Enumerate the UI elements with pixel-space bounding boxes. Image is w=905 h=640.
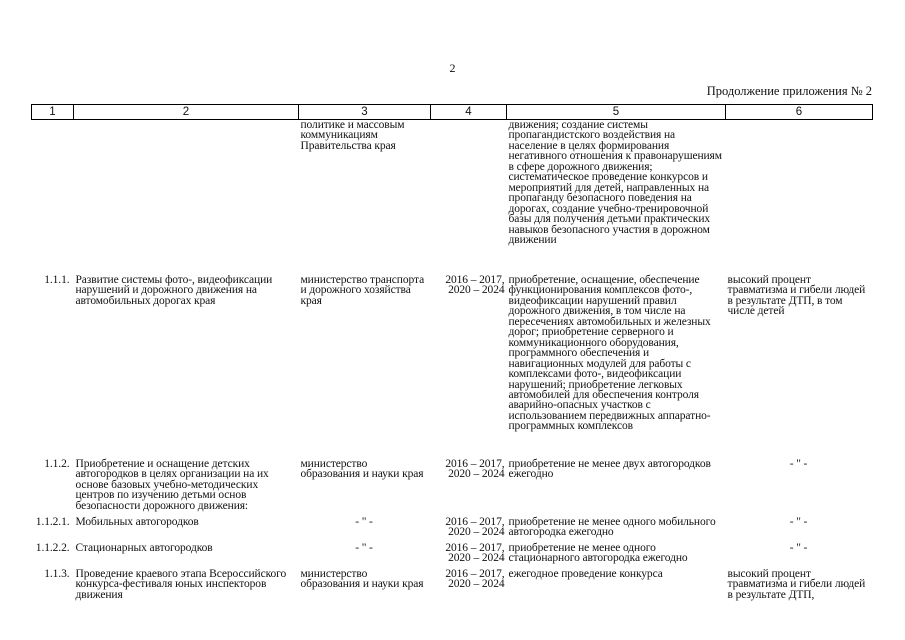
item-years: 2016 – 2017, 2020 – 2024 (445, 516, 505, 539)
column-number-5: 5 (507, 105, 726, 120)
column-number-row (32, 105, 873, 120)
item-executor: министерство транспорта и дорожного хозяйства края (300, 274, 425, 307)
item-executor: - " - (355, 542, 373, 554)
item-number: 1.1.3. (44, 568, 70, 580)
item-measures: движения; создание системы пропагандистского воздействия на население в целях формирования негативного отношения к правонарушениям в сфере дорожного движения; систематическое проведение конкурсов и мероприятий для детей, направленных на пропаганду безопасного поведения на дорогах, создание учебно-тренировочной базы для получения детьми практических навыков безопасного участия в дорожном движении (508, 119, 722, 246)
column-number-3: 3 (299, 105, 431, 120)
item-result: - " - (789, 458, 808, 470)
item-result: - " - (789, 542, 808, 554)
table-row (32, 567, 873, 609)
item-name: Мобильных автогородков (75, 516, 199, 528)
item-number: 1.1.2.2. (35, 542, 70, 554)
item-name: Стационарных автогородков (75, 542, 213, 554)
item-number: 1.1.2. (44, 458, 70, 470)
item-name: Проведение краевого этапа Всероссийского конкурса-фестиваля юных инспекторов движения (75, 568, 287, 601)
item-measures: ежегодное проведение конкурса (508, 568, 663, 580)
item-executor: политике и массовым коммуникациям Правительства края (300, 119, 405, 152)
program-measures-table (31, 104, 873, 609)
column-number-6: 6 (726, 105, 873, 120)
appendix-label: Продолжение приложения № 2 (706, 84, 872, 98)
item-result: высокий процент травматизма и гибели людей в результате ДТП, (727, 568, 866, 601)
item-result: высокий процент травматизма и гибели людей в результате ДТП, в том числе детей (727, 274, 866, 318)
column-number-1: 1 (32, 105, 74, 120)
table-row (32, 457, 873, 515)
column-number-2: 2 (74, 105, 299, 120)
item-measures: приобретение не менее одного стационарного автогородка ежегодно (508, 542, 688, 565)
item-result: - " - (789, 516, 808, 528)
table-row (32, 541, 873, 567)
item-measures: приобретение, оснащение, обеспечение функционирования комплексов фото-, видеофиксации нарушений правил дорожного движения, в том числе на пересечениях автомобильных и железных дорог; приобретение серверного и коммуникационного оборудования, программного обеспечения и навигационных модулей для работы с комплексами фото-, видеофиксации нарушений; приобретение легковых автомобилей для обеспечения контроля аварийно-опасных участков с использованием передвижных аппаратно-программных комплексов (508, 274, 711, 433)
table-row (32, 120, 873, 273)
item-years: 2016 – 2017, 2020 – 2024 (445, 274, 505, 297)
item-name: Приобретение и оснащение детских автогородков в целях организации на их основе базовых учебно-методических центров по изучению детьми основ безопасности дорожного движения: (75, 458, 269, 512)
item-years: 2016 – 2017, 2020 – 2024 (445, 568, 505, 591)
item-executor: - " - (355, 516, 373, 528)
item-years: 2016 – 2017, 2020 – 2024 (445, 458, 505, 481)
item-number (32, 120, 74, 273)
table-row (32, 515, 873, 541)
item-name: Развитие системы фото-, видеофиксации нарушений и дорожного движения на автомобильных дорогах края (75, 274, 273, 307)
item-executor: министерство образования и науки края (300, 458, 424, 481)
page-number: 2 (449, 61, 456, 75)
item-years: 2016 – 2017, 2020 – 2024 (445, 542, 505, 565)
table-row (32, 272, 873, 457)
item-number: 1.1.1. (44, 274, 70, 286)
item-years (431, 120, 507, 273)
item-name (74, 120, 299, 273)
column-number-4: 4 (431, 105, 507, 120)
item-executor: министерство образования и науки края (300, 568, 424, 591)
item-measures: приобретение не менее двух автогородков ежегодно (508, 458, 711, 481)
item-number: 1.1.2.1. (35, 516, 70, 528)
item-measures: приобретение не менее одного мобильного автогородка ежегодно (508, 516, 716, 539)
item-result (726, 120, 873, 273)
